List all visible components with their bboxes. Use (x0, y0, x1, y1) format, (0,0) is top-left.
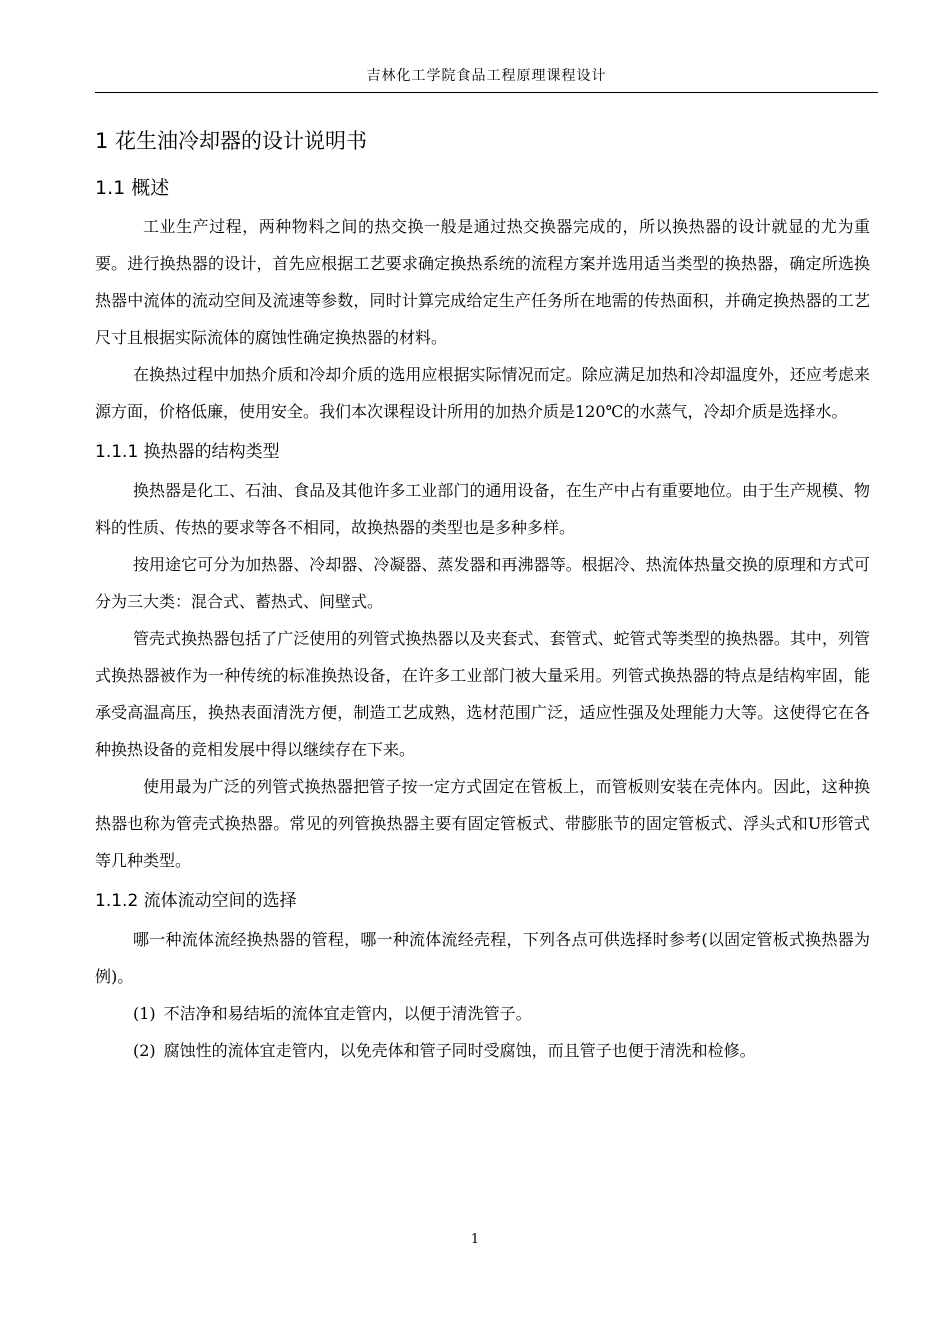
flow-heading: 1.1.2 流体流动空间的选择 (95, 891, 297, 911)
list-item-number: (1) (133, 1004, 156, 1023)
flow-paragraph-1: 哪一种流体流经换热器的管程，哪一种流体流经壳程，下列各点可供选择时参考(以固定管板式换热器为例)。 (95, 930, 870, 986)
section-title: 1 花生油冷却器的设计说明书 (95, 129, 368, 153)
structure-paragraph-2: 按用途它可分为加热器、冷却器、冷凝器、蒸发器和再沸器等。根据冷、热流体热量交换的原理和方式可分为三大类：混合式、蓄热式、间壁式。 (95, 555, 870, 611)
header-title: 吉林化工学院食品工程原理课程设计 (366, 68, 607, 84)
list-item-number: (2) (133, 1041, 156, 1060)
structure-paragraph-3: 管壳式换热器包括了广泛使用的列管式换热器以及夹套式、套管式、蛇管式等类型的换热器。其中，列管式换热器被作为一种传统的标准换热设备，在许多工业部门被大量采用。列管式换热器的特点是结构牢固，能承受高温高压，换热表面清洗方便，制造工艺成熟，选材范围广泛，适应性强及处理能力大等。这使得它在各种换热设备的竞相发展中得以继续存在下来。 (95, 629, 870, 759)
list-item (95, 995, 870, 1032)
list-item (95, 1032, 870, 1069)
page-number: 1 (470, 1232, 480, 1247)
list-item-text: 腐蚀性的流体宜走管内，以免壳体和管子同时受腐蚀，而且管子也便于清洗和检修。 (163, 1041, 756, 1060)
list-item-text: 不洁净和易结垢的流体宜走管内，以便于清洗管子。 (163, 1004, 532, 1023)
overview-paragraph-1: 工业生产过程，两种物料之间的热交换一般是通过热交换器完成的，所以换热器的设计就显的尤为重要。进行换热器的设计，首先应根据工艺要求确定换热系统的流程方案并选用适当类型的换热器，确定所选换热器中流体的流动空间及流速等参数，同时计算完成给定生产任务所在地需的传热面积，并确定换热器的工艺尺寸且根据实际流体的腐蚀性确定换热器的材料。 (95, 217, 870, 347)
document-body (95, 126, 870, 1069)
overview-heading: 1.1 概述 (95, 177, 170, 199)
structure-paragraph-4: 使用最为广泛的列管式换热器把管子按一定方式固定在管板上，而管板则安装在壳体内。因此，这种换热器也称为管壳式换热器。常见的列管换热器主要有固定管板式、带膨胀节的固定管板式、浮头式和U形管式等几种类型。 (95, 777, 870, 870)
page-header (95, 66, 878, 93)
structure-heading: 1.1.1 换热器的结构类型 (95, 442, 280, 462)
overview-paragraph-2: 在换热过程中加热介质和冷却介质的选用应根据实际情况而定。除应满足加热和冷却温度外，还应考虑来源方面，价格低廉，使用安全。我们本次课程设计所用的加热介质是120℃的水蒸气，冷却介质是选择水。 (95, 365, 870, 421)
structure-paragraph-1: 换热器是化工、石油、食品及其他许多工业部门的通用设备，在生产中占有重要地位。由于生产规模、物料的性质、传热的要求等各不相同，故换热器的类型也是多种多样。 (95, 481, 870, 537)
